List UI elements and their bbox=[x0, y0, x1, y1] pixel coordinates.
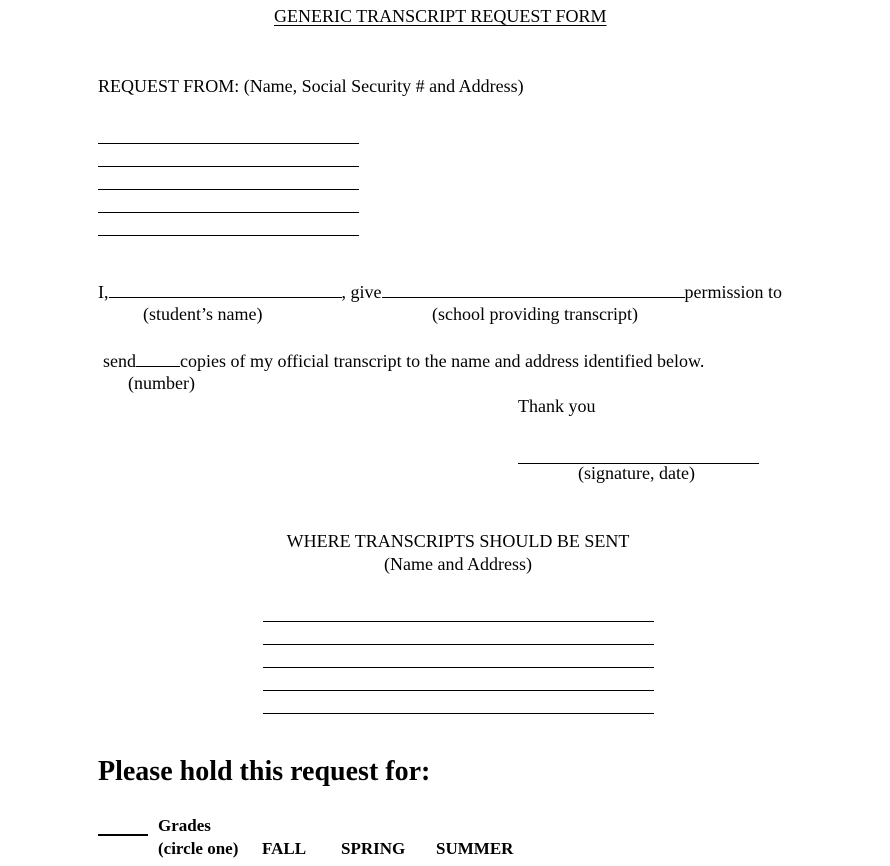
requester-line-1[interactable] bbox=[98, 143, 359, 144]
destination-title: WHERE TRANSCRIPTS SHOULD BE SENT bbox=[286, 531, 630, 551]
permission-sentence bbox=[98, 281, 782, 303]
number-label: (number) bbox=[128, 373, 195, 393]
destination-subtitle: (Name and Address) bbox=[384, 554, 532, 574]
requester-line-2[interactable] bbox=[98, 166, 359, 167]
thank-you-text: Thank you bbox=[518, 396, 596, 416]
send-prefix: send bbox=[103, 351, 136, 371]
season-summer[interactable]: SUMMER bbox=[436, 839, 514, 858]
student-name-field[interactable] bbox=[109, 281, 342, 298]
destination-line-1[interactable] bbox=[263, 621, 654, 622]
season-spring[interactable]: SPRING bbox=[341, 839, 406, 858]
grades-label: Grades bbox=[158, 816, 211, 835]
permission-suffix: permission to bbox=[684, 282, 782, 302]
destination-line-5[interactable] bbox=[263, 713, 654, 714]
permission-prefix: I, bbox=[98, 282, 109, 302]
destination-line-3[interactable] bbox=[263, 667, 654, 668]
send-suffix: copies of my official transcript to the name and address identified below. bbox=[180, 351, 705, 371]
form-title: GENERIC TRANSCRIPT REQUEST FORM bbox=[274, 6, 607, 26]
destination-line-2[interactable] bbox=[263, 644, 654, 645]
circle-one-label: (circle one) bbox=[158, 839, 239, 858]
send-sentence bbox=[103, 350, 704, 372]
season-fall[interactable]: FALL bbox=[262, 839, 307, 858]
copies-number-field[interactable] bbox=[136, 350, 180, 367]
school-label: (school providing transcript) bbox=[432, 304, 638, 324]
school-field[interactable] bbox=[382, 281, 685, 298]
student-name-label: (student’s name) bbox=[143, 304, 263, 324]
grades-check-field[interactable] bbox=[98, 834, 148, 836]
requester-line-4[interactable] bbox=[98, 212, 359, 213]
signature-label: (signature, date) bbox=[578, 463, 695, 483]
permission-give: , give bbox=[341, 282, 382, 302]
requester-line-5[interactable] bbox=[98, 235, 359, 236]
requester-line-3[interactable] bbox=[98, 189, 359, 190]
hold-title: Please hold this request for: bbox=[98, 756, 431, 787]
destination-line-4[interactable] bbox=[263, 690, 654, 691]
request-from-label: REQUEST FROM: (Name, Social Security # and Address) bbox=[98, 76, 524, 96]
